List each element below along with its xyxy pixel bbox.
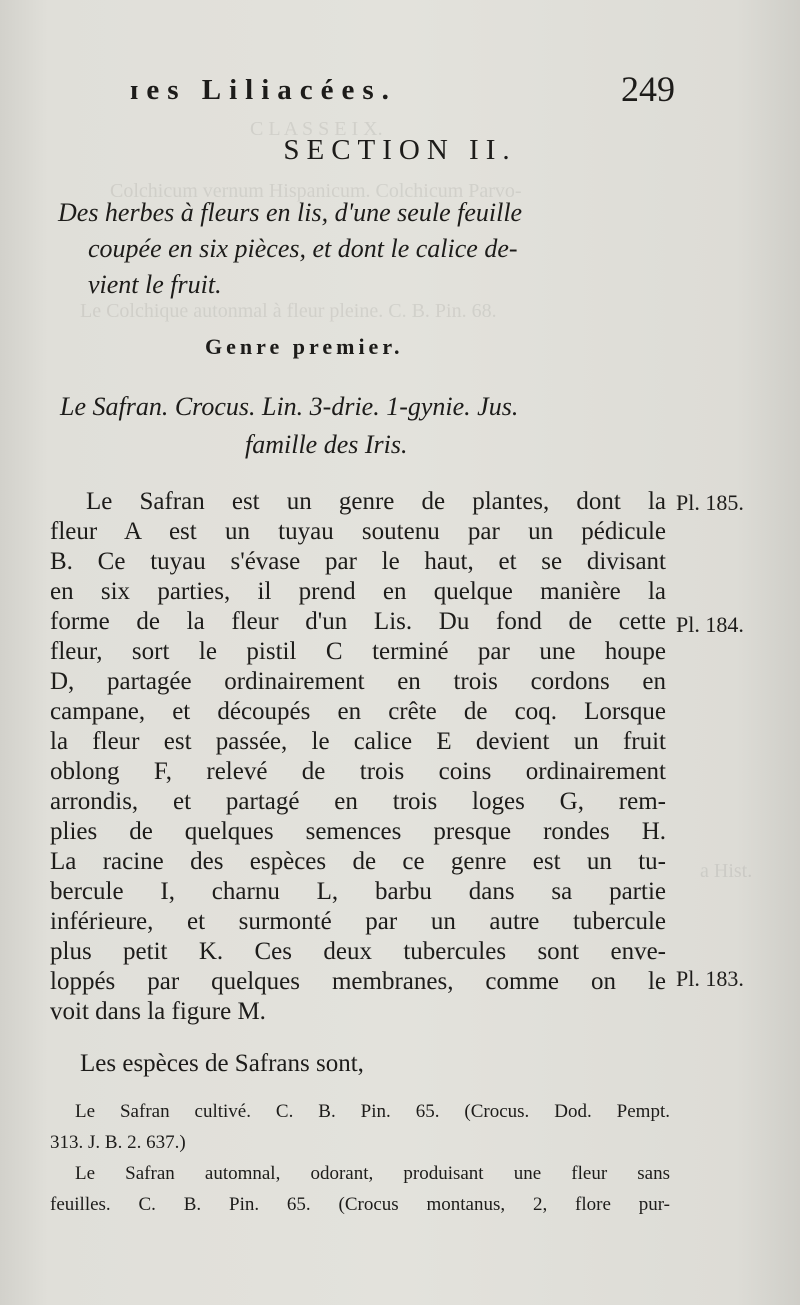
page-number: 249	[621, 69, 675, 109]
margin-note-plate: Pl. 185.	[676, 490, 744, 515]
genre-title: Genre premier.	[205, 334, 404, 359]
body-line: Le Safran est un genre de plantes, dont la	[86, 488, 666, 515]
bleed-through-text: Le Colchique autonmal à fleur pleine. C. B. Pin. 68.	[80, 300, 497, 322]
section-description-line: coupée en six pièces, et dont le calice de-	[88, 234, 518, 263]
bleed-through-text: a Hist.	[700, 860, 753, 882]
body-line: en six parties, il prend en quelque manière la	[50, 578, 666, 605]
running-head: ɪes Liliacées.	[130, 74, 397, 106]
body-line: fleur, sort le pistil C terminé par une houpe	[50, 638, 666, 665]
species-line: Le Safran automnal, odorant, produisant une fleur sans	[75, 1163, 670, 1184]
body-line: plus petit K. Ces deux tubercules sont enve-	[50, 938, 666, 965]
species-line: Le Safran cultivé. C. B. Pin. 65. (Crocus. Dod. Pempt.	[75, 1101, 670, 1122]
species-line: 313. J. B. 2. 637.)	[50, 1132, 186, 1153]
body-line: voit dans la figure M.	[50, 998, 266, 1025]
body-line: B. Ce tuyau s'évase par le haut, et se divisant	[50, 548, 666, 575]
body-line: loppés par quelques membranes, comme on le	[50, 968, 666, 995]
body-paragraph	[50, 487, 666, 1027]
margin-note-plate: Pl. 184.	[676, 612, 744, 637]
body-line: forme de la fleur d'un Lis. Du fond de cette	[50, 608, 666, 635]
body-line: oblong F, relevé de trois coins ordinairement	[50, 758, 666, 785]
margin-note-plate: Pl. 183.	[676, 966, 744, 991]
body-line: plies de quelques semences presque rondes H.	[50, 818, 666, 845]
body-line: inférieure, et surmonté par un autre tubercule	[50, 908, 666, 935]
species-intro: Les espèces de Safrans sont,	[80, 1050, 364, 1077]
body-line: la fleur est passée, le calice E devient un fruit	[50, 728, 666, 755]
section-description-line: vient le fruit.	[88, 270, 222, 299]
body-line: bercule I, charnu L, barbu dans sa partie	[50, 878, 666, 905]
section-description-line: Des herbes à fleurs en lis, d'une seule feuille	[58, 198, 523, 227]
bleed-through-text: Colchicum vernum Hispanicum. Colchicum Parvo-	[110, 180, 522, 202]
page-header	[130, 68, 675, 118]
genus-line: Le Safran. Crocus. Lin. 3-drie. 1-gynie. Jus.	[60, 392, 519, 421]
species-entry	[50, 1096, 670, 1158]
species-line: feuilles. C. B. Pin. 65. (Crocus montanus, 2, flore pur-	[50, 1194, 670, 1215]
bleed-through-text: C L A S S E I X.	[250, 118, 383, 140]
genus-line: famille des Iris.	[245, 430, 408, 459]
body-line: D, partagée ordinairement en trois cordons en	[50, 668, 666, 695]
genus-heading	[60, 388, 672, 464]
species-entry	[50, 1158, 670, 1220]
body-line: fleur A est un tuyau soutenu par un pédicule	[50, 518, 666, 545]
body-line: arrondis, et partagé en trois loges G, rem-	[50, 788, 666, 815]
section-description	[58, 195, 670, 303]
body-line: La racine des espèces de ce genre est un tu-	[50, 848, 666, 875]
section-title: SECTION II.	[283, 134, 517, 166]
body-line: campane, et découpés en crête de coq. Lorsque	[50, 698, 666, 725]
